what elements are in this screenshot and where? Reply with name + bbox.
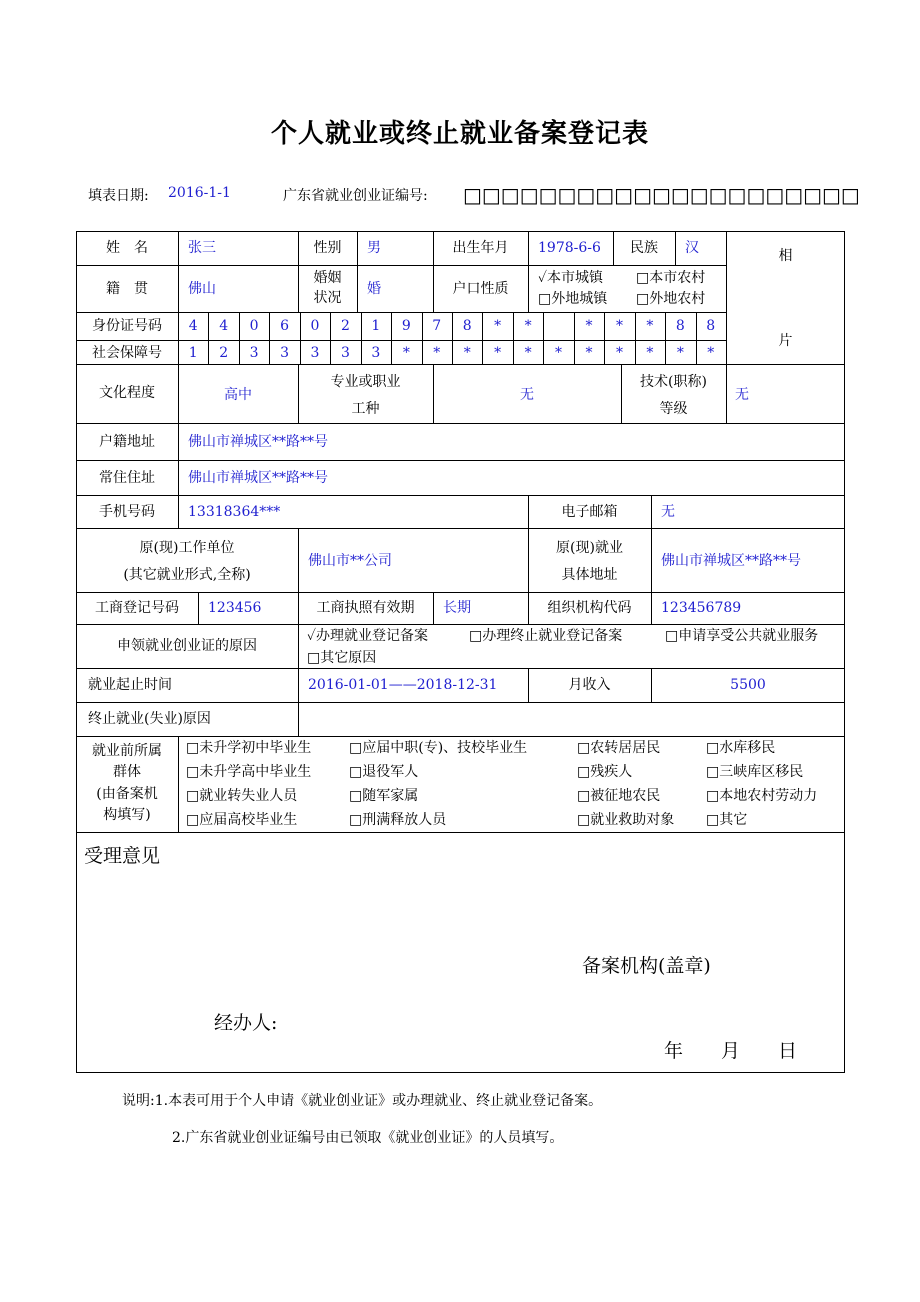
group-option[interactable]: □就业救助对象	[577, 812, 675, 828]
license-valid-value[interactable]: 长期	[443, 600, 471, 616]
tech-label-2: 等级	[659, 401, 688, 417]
id-number-digit[interactable]: 8	[462, 318, 472, 334]
group-option[interactable]: □三峡库区移民	[706, 764, 804, 780]
marriage-value[interactable]: 婚	[367, 281, 381, 297]
income-label: 月收入	[568, 677, 611, 693]
reason-label: 申领就业创业证的原因	[117, 638, 257, 654]
hukou-address-value[interactable]: 佛山市禅城区**路**号	[188, 434, 328, 450]
end-reason-label: 终止就业(失业)原因	[88, 711, 211, 727]
org-code-label: 组织机构代码	[547, 600, 632, 616]
social-security-digit[interactable]: 2	[219, 345, 229, 361]
social-security-digit[interactable]: *	[494, 345, 502, 361]
photo-label-top: 相	[778, 248, 793, 264]
id-number-digit[interactable]: 4	[188, 318, 198, 334]
name-value[interactable]: 张三	[188, 240, 216, 256]
fill-date-value[interactable]: 2016-1-1	[168, 185, 231, 201]
group-option[interactable]: □农转居居民	[577, 740, 661, 756]
work-unit-value[interactable]: 佛山市**公司	[308, 553, 392, 569]
seal-label: 备案机构(盖章)	[582, 955, 711, 977]
group-option[interactable]: □残疾人	[577, 764, 633, 780]
social-security-digit[interactable]: *	[676, 345, 684, 361]
name-label: 姓 名	[106, 240, 148, 256]
reason-option-terminate[interactable]: □办理终止就业登记备案	[469, 628, 623, 644]
work-address-label-1: 原(现)就业	[556, 540, 623, 556]
group-option[interactable]: □被征地农民	[577, 788, 661, 804]
hukou-option-outside-city[interactable]: □外地城镇	[538, 291, 608, 307]
id-number-digit[interactable]: 2	[340, 318, 350, 334]
phone-value[interactable]: 13318364***	[188, 504, 281, 520]
social-security-digit[interactable]: *	[463, 345, 471, 361]
ethnic-value[interactable]: 汉	[685, 240, 699, 256]
license-valid-label: 工商执照有效期	[316, 600, 415, 616]
social-security-digit[interactable]: *	[615, 345, 623, 361]
reason-option-other[interactable]: □其它原因	[307, 650, 377, 666]
group-label-3: (由备案机	[96, 786, 158, 802]
native-label: 籍 贯	[106, 281, 148, 297]
social-security-digit[interactable]: 3	[340, 345, 350, 361]
id-number-digit[interactable]: 1	[371, 318, 381, 334]
id-number-digit[interactable]: *	[524, 318, 532, 334]
phone-label: 手机号码	[99, 504, 155, 520]
opinion-label: 受理意见	[84, 845, 161, 867]
id-number-digit[interactable]: *	[494, 318, 502, 334]
major-value[interactable]: 无	[520, 387, 534, 403]
tech-label-1: 技术(职称)	[640, 374, 707, 390]
social-security-digit[interactable]: *	[646, 345, 654, 361]
group-option[interactable]: □应届中职(专)、技校毕业生	[349, 740, 528, 756]
group-label-4: 构填写)	[103, 807, 151, 823]
group-option[interactable]: □刑满释放人员	[349, 812, 447, 828]
work-address-label-2: 具体地址	[561, 567, 618, 583]
major-label-1: 专业或职业	[330, 374, 401, 390]
hukou-option-city[interactable]: ✓本市城镇	[538, 270, 604, 286]
group-option[interactable]: □应届高校毕业生	[186, 812, 298, 828]
native-value[interactable]: 佛山	[188, 281, 216, 297]
social-security-digit[interactable]: *	[555, 345, 563, 361]
group-option[interactable]: □本地农村劳动力	[706, 788, 818, 804]
org-code-value[interactable]: 123456789	[661, 600, 742, 616]
hukou-label: 户口性质	[452, 281, 509, 297]
marriage-label-2: 状况	[313, 290, 342, 306]
note-1: 说明:1.本表可用于个人申请《就业创业证》或办理就业、终止就业登记备案。	[122, 1093, 603, 1109]
period-label: 就业起止时间	[88, 677, 172, 693]
id-number-digit[interactable]: *	[585, 318, 593, 334]
id-number-digit[interactable]: 0	[310, 318, 320, 334]
work-unit-label-2: (其它就业形式,全称)	[123, 567, 251, 583]
ethnic-label: 民族	[630, 240, 658, 256]
group-label-1: 就业前所属	[92, 743, 162, 759]
id-number-digit[interactable]: 6	[280, 318, 289, 334]
date-label: 年 月 日	[664, 1040, 798, 1062]
cert-no-label: 广东省就业创业证编号:	[283, 188, 428, 204]
page-title: 个人就业或终止就业备案登记表	[270, 119, 649, 149]
social-security-digit[interactable]: 1	[188, 345, 198, 361]
handler-label: 经办人:	[214, 1012, 278, 1034]
id-number-digit[interactable]: 0	[249, 318, 259, 334]
group-option[interactable]: □其它	[706, 812, 748, 828]
sex-value[interactable]: 男	[367, 240, 381, 256]
social-security-digit[interactable]: 3	[310, 345, 320, 361]
education-label: 文化程度	[99, 385, 155, 401]
id-number-label: 身份证号码	[92, 318, 162, 334]
cert-no-boxes[interactable]: □□□□□□□□□□□□□□□□□□□□□	[463, 183, 860, 207]
group-option[interactable]: □水库移民	[706, 740, 776, 756]
major-label-2: 工种	[351, 401, 380, 417]
group-option[interactable]: □未升学初中毕业生	[186, 740, 312, 756]
reason-option-public-service[interactable]: □申请享受公共就业服务	[665, 628, 819, 644]
birth-value[interactable]: 1978-6-6	[538, 240, 601, 256]
group-option[interactable]: □随军家属	[349, 788, 419, 804]
residence-address-label: 常住住址	[99, 470, 155, 486]
hukou-option-rural[interactable]: □本市农村	[636, 270, 706, 286]
id-number-digit[interactable]: 9	[401, 318, 411, 334]
id-number-digit[interactable]: 8	[675, 318, 685, 334]
marriage-label-1: 婚姻	[313, 270, 342, 286]
education-value[interactable]: 高中	[224, 387, 252, 403]
id-number-digit[interactable]: 7	[432, 318, 442, 334]
social-security-digit[interactable]: 3	[280, 345, 289, 361]
email-label: 电子邮箱	[561, 504, 618, 520]
fill-date-label: 填表日期:	[88, 188, 149, 204]
hukou-option-outside-rural[interactable]: □外地农村	[636, 291, 706, 307]
residence-address-value[interactable]: 佛山市禅城区**路**号	[188, 470, 328, 486]
biz-reg-value[interactable]: 123456	[208, 600, 262, 616]
sex-label: 性别	[313, 240, 342, 256]
id-number-digit[interactable]: *	[646, 318, 654, 334]
reason-option-register[interactable]: ✓办理就业登记备案	[307, 628, 429, 644]
biz-reg-label: 工商登记号码	[95, 600, 179, 616]
note-2: 2.广东省就业创业证编号由已领取《就业创业证》的人员填写。	[172, 1130, 564, 1146]
period-value[interactable]: 2016-01-01——2018-12-31	[308, 677, 498, 693]
work-unit-label-1: 原(现)工作单位	[139, 540, 235, 556]
photo-label-bottom: 片	[778, 333, 793, 349]
social-security-digit[interactable]: *	[585, 345, 593, 361]
hukou-address-label: 户籍地址	[99, 434, 155, 450]
birth-label: 出生年月	[452, 240, 509, 256]
social-security-digit[interactable]: *	[707, 345, 715, 361]
social-security-digit[interactable]: *	[433, 345, 441, 361]
social-security-label: 社会保障号	[92, 345, 162, 361]
work-address-value[interactable]: 佛山市禅城区**路**号	[661, 553, 801, 569]
email-value[interactable]: 无	[661, 504, 675, 520]
group-option[interactable]: □退役军人	[349, 764, 419, 780]
social-security-digit[interactable]: 3	[249, 345, 259, 361]
group-label-2: 群体	[113, 764, 141, 780]
social-security-digit[interactable]: 3	[371, 345, 381, 361]
social-security-digit[interactable]: *	[402, 345, 410, 361]
tech-value[interactable]: 无	[735, 387, 749, 403]
id-number-digit[interactable]: 4	[219, 318, 229, 334]
group-option[interactable]: □未升学高中毕业生	[186, 764, 312, 780]
id-number-digit[interactable]: 8	[706, 318, 716, 334]
id-number-digit[interactable]: *	[615, 318, 623, 334]
income-value[interactable]: 5500	[730, 677, 766, 693]
group-option[interactable]: □就业转失业人员	[186, 788, 298, 804]
social-security-digit[interactable]: *	[524, 345, 532, 361]
